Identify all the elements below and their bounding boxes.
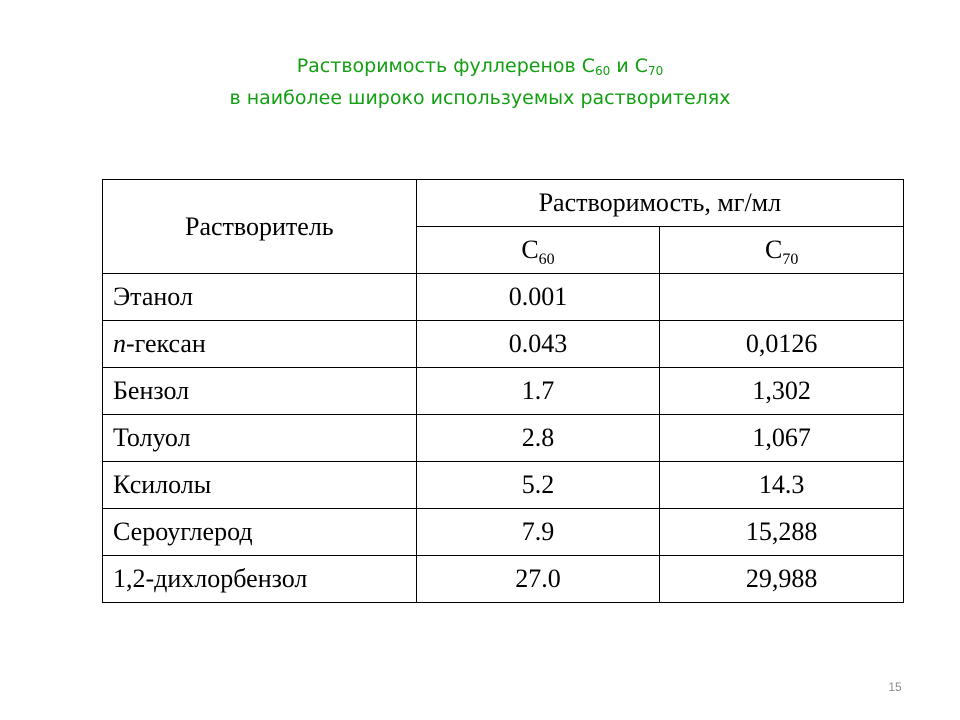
solvent-name: Ксилолы — [113, 470, 212, 499]
table-row — [103, 368, 904, 415]
cell-c70: 29,988 — [660, 556, 904, 603]
header-c70-letter: C — [764, 235, 783, 264]
cell-solvent — [103, 509, 417, 556]
solvent-prefix: n — [113, 329, 126, 358]
cell-solvent — [103, 462, 417, 509]
table-row — [103, 556, 904, 603]
cell-c60: 2.8 — [416, 415, 660, 462]
title-text: Растворимость фуллеренов C — [296, 55, 596, 77]
cell-c70 — [660, 274, 904, 321]
cell-solvent — [103, 368, 417, 415]
cell-c70: 15,288 — [660, 509, 904, 556]
title-line-2: в наиболее широко используемых растворителях — [229, 87, 731, 109]
solvent-name: Этанол — [113, 282, 193, 311]
cell-c60: 0.043 — [416, 321, 660, 368]
cell-c60: 0.001 — [416, 274, 660, 321]
solvent-name: -гексан — [126, 329, 206, 358]
solvent-name: Бензол — [113, 376, 190, 405]
header-c70 — [660, 227, 904, 274]
cell-solvent — [103, 321, 417, 368]
title-line-1 — [0, 50, 960, 82]
header-c60 — [416, 227, 660, 274]
header-c60-sub: 60 — [538, 251, 555, 268]
solvent-name: Сероуглерод — [113, 517, 253, 546]
cell-c70: 0,0126 — [660, 321, 904, 368]
header-c60-letter: C — [521, 235, 539, 264]
cell-solvent — [103, 415, 417, 462]
cell-solvent — [103, 274, 417, 321]
table-header-row — [103, 180, 904, 227]
solubility-table — [102, 179, 904, 603]
table-body — [103, 274, 904, 603]
cell-c60: 5.2 — [416, 462, 660, 509]
table-row — [103, 415, 904, 462]
page-number: 15 — [888, 680, 902, 694]
cell-c60: 7.9 — [416, 509, 660, 556]
table-row — [103, 274, 904, 321]
cell-solvent — [103, 556, 417, 603]
cell-c70: 1,302 — [660, 368, 904, 415]
title-text-mid: и C — [610, 55, 649, 77]
table-row — [103, 321, 904, 368]
header-solubility: Растворимость, мг/мл — [416, 180, 903, 227]
cell-c60: 27.0 — [416, 556, 660, 603]
solvent-name: 1,2-дихлорбензол — [113, 564, 308, 593]
title-subscript-70: 70 — [648, 64, 664, 78]
solvent-name: Толуол — [113, 423, 191, 452]
header-solvent: Растворитель — [103, 180, 417, 274]
cell-c70: 1,067 — [660, 415, 904, 462]
header-c70-sub: 70 — [782, 251, 799, 268]
table-row — [103, 509, 904, 556]
cell-c60: 1.7 — [416, 368, 660, 415]
slide-title — [0, 50, 960, 114]
table-row — [103, 462, 904, 509]
title-subscript-60: 60 — [595, 64, 611, 78]
cell-c70: 14.3 — [660, 462, 904, 509]
